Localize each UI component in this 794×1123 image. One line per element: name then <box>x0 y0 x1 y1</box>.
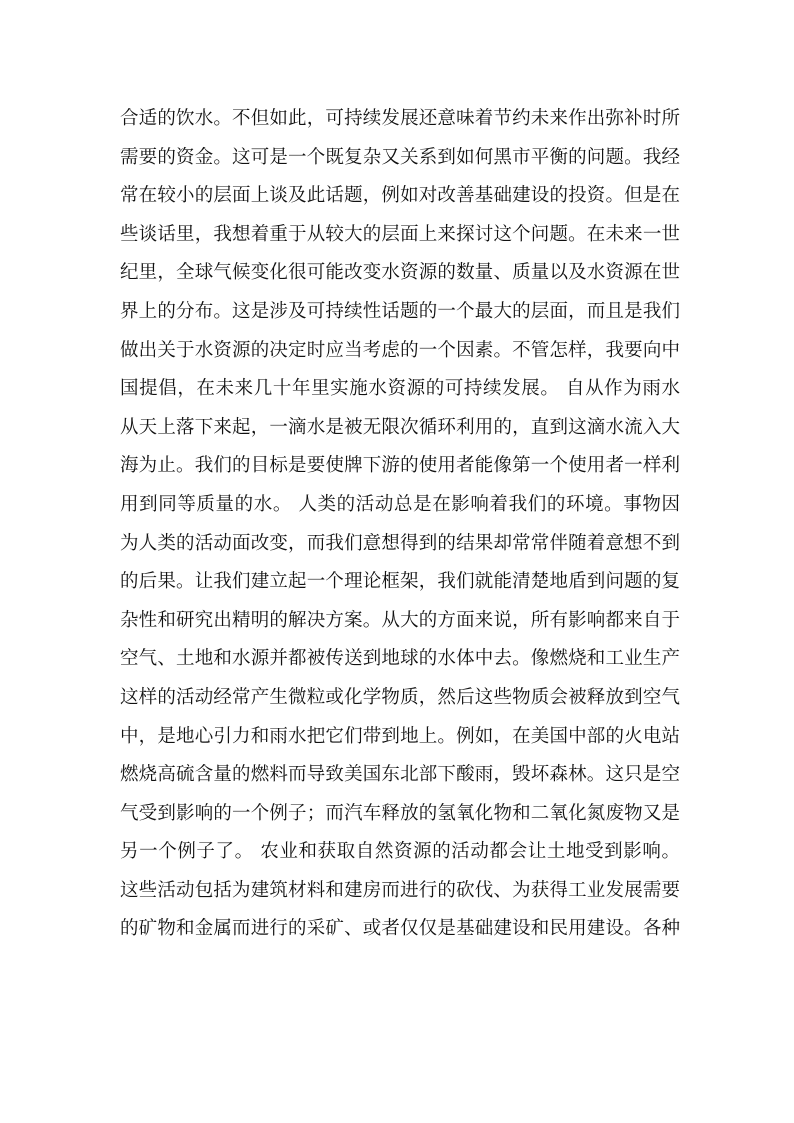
text-line-3: 常在较小的层面上谈及此话题，例如对改善基础建设的投资。但是在 <box>120 185 680 207</box>
text-line-18: 燃烧高硫含量的燃料而导致美国东北部下酸雨，毁坏森林。这只是空 <box>120 764 680 786</box>
text-line-11: 用到同等质量的水。 人类的活动总是在影响着我们的环境。事物因 <box>120 493 680 515</box>
text-line-5: 纪里，全球气候变化很可能改变水资源的数量、质量以及水资源在世 <box>120 262 680 284</box>
text-line-14: 杂性和研究出精明的解决方案。从大的方面来说，所有影响都来自于 <box>120 609 680 631</box>
text-line-22: 的矿物和金属而进行的采矿、或者仅仅是基础建设和民用建设。各种 <box>120 918 680 940</box>
body-text <box>120 100 680 949</box>
text-line-16: 这样的活动经常产生微粒或化学物质，然后这些物质会被释放到空气 <box>120 686 680 708</box>
text-line-1: 合适的饮水。不但如此，可持续发展还意味着节约未来作出弥补时所 <box>120 108 680 129</box>
text-line-13: 的后果。让我们建立起一个理论框架，我们就能清楚地盾到问题的复 <box>120 571 680 593</box>
text-line-12: 为人类的活动面改变，而我们意想得到的结果却常常伴随着意想不到 <box>120 532 680 554</box>
text-line-19: 气受到影响的一个例子；而汽车释放的氢氧化物和二氧化氮废物又是 <box>120 802 680 824</box>
text-line-7: 做出关于水资源的决定时应当考虑的一个因素。不管怎样，我要向中 <box>120 339 680 361</box>
text-line-8: 国提倡，在未来几十年里实施水资源的可持续发展。 自从作为雨水 <box>120 378 680 400</box>
text-line-17: 中，是地心引力和雨水把它们带到地上。例如，在美国中部的火电站 <box>120 725 680 747</box>
text-line-20: 另一个例子了。 农业和获取自然资源的活动都会让土地受到影响。 <box>120 841 680 863</box>
text-line-6: 界上的分布。这是涉及可持续性话题的一个最大的层面，而且是我们 <box>120 300 680 322</box>
text-line-2: 需要的资金。这可是一个既复杂又关系到如何黑市平衡的问题。我经 <box>120 146 680 168</box>
text-line-4: 些谈话里，我想着重于从较大的层面上来探讨这个问题。在未来一世 <box>120 223 680 245</box>
text-line-15: 空气、土地和水源并都被传送到地球的水体中去。像燃烧和工业生产 <box>120 648 680 670</box>
text-line-10: 海为止。我们的目标是要使牌下游的使用者能像第一个使用者一样利 <box>120 455 680 477</box>
text-line-9: 从天上落下来起，一滴水是被无限次循环利用的，直到这滴水流入大 <box>120 416 680 438</box>
text-line-21: 这些活动包括为建筑材料和建房而进行的砍伐、为获得工业发展需要 <box>120 879 680 901</box>
